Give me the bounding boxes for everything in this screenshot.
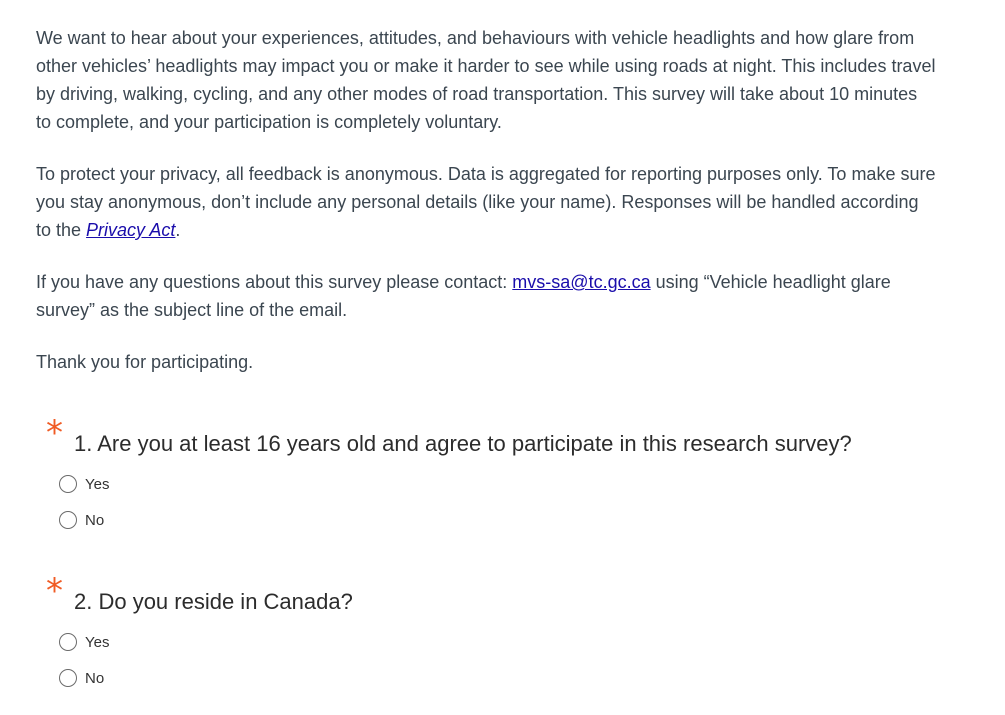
- radio-button[interactable]: [59, 669, 77, 687]
- radio-button[interactable]: [59, 633, 77, 651]
- thank-you-text: Thank you for participating.: [36, 352, 254, 372]
- privacy-text-end: .: [175, 220, 181, 240]
- question-2-title: 2. Do you reside in Canada?: [74, 589, 353, 614]
- question-1-title: 1. Are you at least 16 years old and agree to participate in this research survey?: [74, 431, 852, 456]
- question-1-header: [36, 413, 976, 466]
- intro-paragraph-3: [36, 268, 936, 324]
- question-2-header: [36, 571, 976, 624]
- privacy-act-link[interactable]: Privacy Act: [86, 220, 176, 240]
- option-label: Yes: [85, 633, 110, 651]
- required-asterisk-icon: *: [46, 413, 63, 453]
- option-label: No: [85, 669, 105, 687]
- intro-paragraph-2: [36, 160, 936, 244]
- question-1-option-yes[interactable]: [36, 466, 976, 502]
- question-2: [36, 571, 976, 696]
- option-label: No: [85, 511, 105, 529]
- contact-text-end: using “Vehicle headlight glare survey” as the subject line of the email.: [36, 272, 891, 320]
- question-1: [36, 413, 976, 538]
- privacy-text: To protect your privacy, all feedback is anonymous. Data is aggregated for reporting purposes only. To make sure you stay anonymous, don’t include any personal details (like your name). Responses will be handled according to the: [36, 164, 936, 240]
- question-2-option-no[interactable]: [36, 660, 976, 696]
- required-asterisk-icon: *: [46, 571, 63, 611]
- contact-email-link[interactable]: mvs-sa@tc.gc.ca: [512, 272, 651, 292]
- intro-paragraph-1: We want to hear about your experiences, attitudes, and behaviours with vehicle headlights and how glare from other vehicles’ headlights may impact you or make it harder to see while using roads at night. This includes travel by driving, walking, cycling, and any other modes of road transportation. This survey will take about 10 minutes to complete, and your participation is completely voluntary.: [36, 28, 936, 132]
- option-label: Yes: [85, 475, 110, 493]
- survey-intro: [36, 24, 936, 400]
- radio-button[interactable]: [59, 511, 77, 529]
- question-2-option-yes[interactable]: [36, 624, 976, 660]
- contact-text: If you have any questions about this survey please contact:: [36, 272, 513, 292]
- radio-button[interactable]: [59, 475, 77, 493]
- question-1-option-no[interactable]: [36, 502, 976, 538]
